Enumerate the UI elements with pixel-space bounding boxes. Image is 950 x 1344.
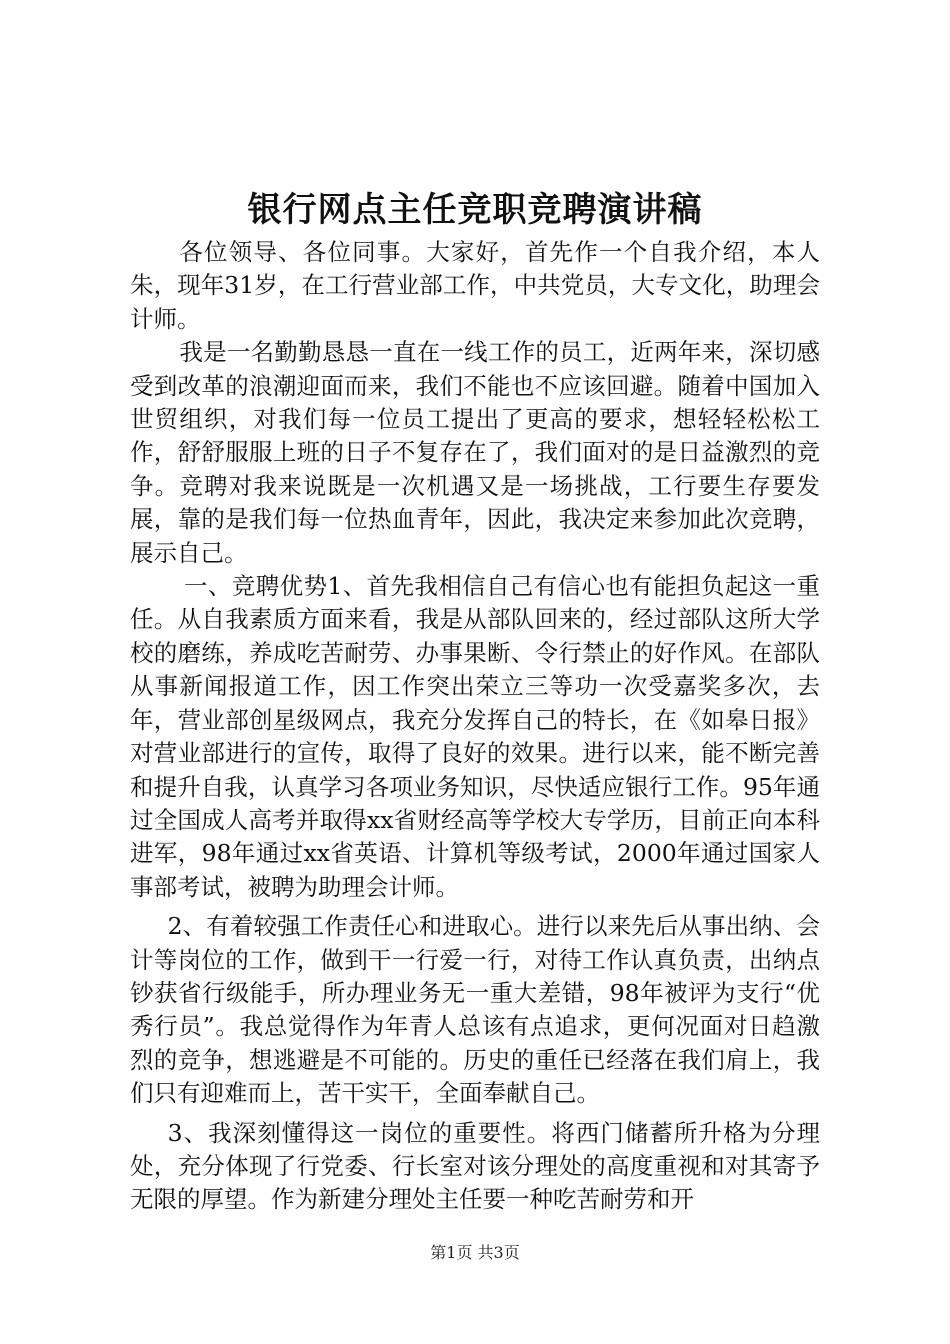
paragraph-advantage-2: 2、有着较强工作责任心和进取心。进行以来先后从事出纳、会计等岗位的工作，做到干一行爱一行，对待工作认真负责，出纳点钞获省行级能手，所办理业务无一重大差错，98年被评为支行“优秀行员”。我总觉得作为年青人总该有点追求，更何况面对日趋激烈的竞争，想逃避是不可能的。历史的重任已经落在我们肩上，我们只有迎难而上，苦干实干，全面奉献自己。 bbox=[130, 912, 820, 1108]
paragraph-advantage-1: 一、竞聘优势1、首先我相信自己有信心也有能担负起这一重任。从自我素质方面来看，我是从部队回来的，经过部队这所大学校的磨练，养成吃苦耐劳、办事果断、令行禁止的好作风。在部队从事新闻报道工作，因工作突出荣立三等功一次受嘉奖多次，去年，营业部创星级网点，我充分发挥自己的特长，在《如皋日报》对营业部进行的宣传，取得了良好的效果。进行以来，能不断完善和提升自我，认真学习各项业务知识，尽快适应银行工作。95年通过全国成人高考并取得xx省财经高等学校大专学历，目前正向本科进军，98年通过xx省英语、计算机等级考试，2000年通过国家人事部考试，被聘为助理会计师。 bbox=[130, 572, 820, 901]
document-title: 银行网点主任竞职竞聘演讲稿 bbox=[247, 190, 703, 230]
page-number-footer: 第1页 共3页 bbox=[430, 1243, 520, 1262]
paragraph-greeting: 各位领导、各位同事。大家好，首先作一个自我介绍，本人朱，现年31岁，在工行营业部工作，中共党员，大专文化，助理会计师。 bbox=[130, 238, 820, 333]
paragraph-motivation: 我是一名勤勤恳恳一直在一线工作的员工，近两年来，深切感受到改革的浪潮迎面而来，我们不能也不应该回避。随着中国加入世贸组织，对我们每一位员工提出了更高的要求，想轻轻松松工作，舒舒服服上班的日子不复存在了，我们面对的是日益激烈的竞争。竞聘对我来说既是一次机遇又是一场挑战，工行要生存要发展，靠的是我们每一位热血青年，因此，我决定来参加此次竞聘，展示自己。 bbox=[130, 338, 820, 567]
document-body bbox=[130, 236, 820, 1217]
paragraph-advantage-3: 3、我深刻懂得这一岗位的重要性。将西门储蓄所升格为分理处，充分体现了行党委、行长室对该分理处的高度重视和对其寄予无限的厚望。作为新建分理处主任要一种吃苦耐劳和开 bbox=[130, 1118, 820, 1214]
